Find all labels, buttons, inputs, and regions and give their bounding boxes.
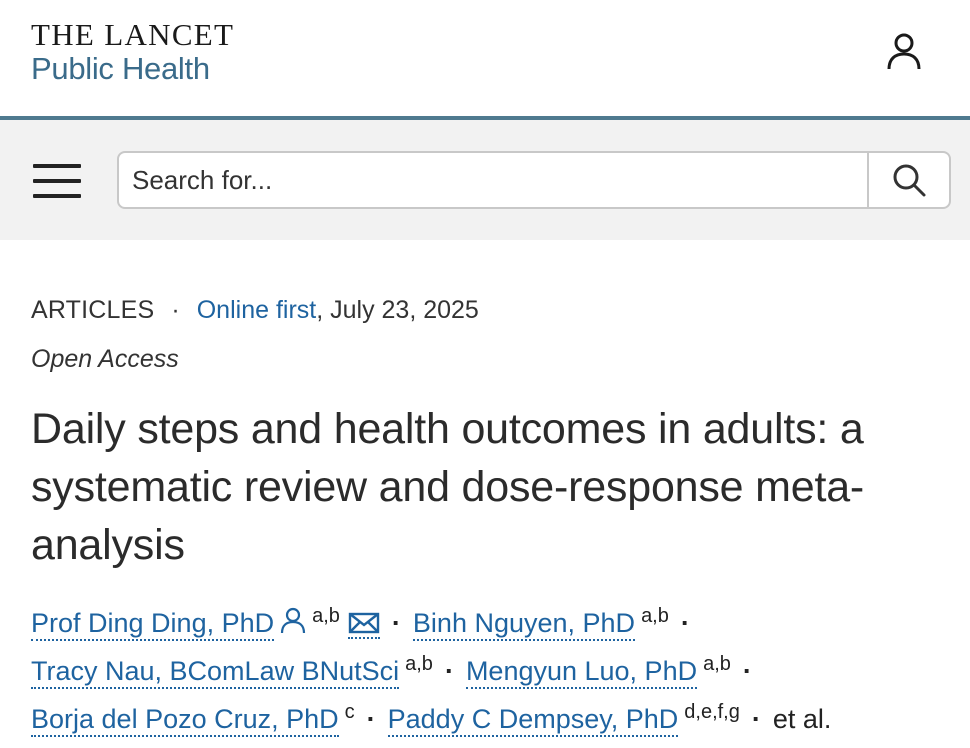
account-button[interactable] bbox=[880, 28, 928, 76]
author-link[interactable]: Binh Nguyen, PhD bbox=[413, 608, 635, 641]
search-box bbox=[117, 151, 951, 209]
author-affiliation: a,b bbox=[405, 653, 433, 675]
logo-line-1: THE LANCET bbox=[31, 17, 235, 52]
meta-separator: · bbox=[171, 296, 180, 324]
author-separator: · bbox=[444, 656, 454, 686]
search-input[interactable] bbox=[119, 153, 869, 207]
author-separator: · bbox=[680, 608, 690, 638]
article-title: Daily steps and health outcomes in adults: a systematic review and dose-response meta-analysis bbox=[31, 405, 865, 569]
envelope-icon bbox=[348, 612, 380, 634]
author-affiliation: a,b bbox=[312, 605, 340, 627]
author-affiliation: a,b bbox=[641, 605, 669, 627]
article-type: ARTICLES bbox=[31, 296, 155, 324]
author-list bbox=[31, 592, 951, 736]
user-icon bbox=[886, 32, 922, 72]
author-separator: · bbox=[742, 656, 752, 686]
author-link[interactable]: Mengyun Luo, PhD bbox=[466, 656, 697, 689]
online-first-link[interactable]: Online first bbox=[196, 296, 317, 324]
email-author-link[interactable] bbox=[348, 612, 380, 639]
publication-date: , July 23, 2025 bbox=[316, 296, 479, 324]
site-header bbox=[0, 0, 970, 116]
author-separator: · bbox=[366, 704, 376, 734]
et-al-label[interactable]: et al. bbox=[772, 704, 832, 734]
hamburger-menu-icon bbox=[33, 164, 81, 168]
search-button[interactable] bbox=[869, 153, 949, 207]
journal-logo[interactable] bbox=[31, 18, 234, 86]
open-access-label: Open Access bbox=[31, 345, 179, 373]
hamburger-menu-button[interactable] bbox=[28, 160, 84, 202]
search-toolbar bbox=[0, 120, 970, 240]
article-meta bbox=[31, 296, 479, 325]
author-affiliation: c bbox=[344, 701, 355, 723]
author-affiliation: a,b bbox=[703, 653, 731, 675]
author-link[interactable]: Borja del Pozo Cruz, PhD bbox=[31, 704, 339, 737]
logo-line-2: Public Health bbox=[31, 51, 210, 86]
author-link[interactable]: Prof Ding Ding, PhD bbox=[31, 608, 274, 641]
search-icon bbox=[891, 162, 927, 198]
author-link[interactable]: Tracy Nau, BComLaw BNutSci bbox=[31, 656, 399, 689]
author-separator: · bbox=[751, 704, 761, 734]
corresponding-author-icon[interactable] bbox=[280, 607, 306, 635]
author-separator: · bbox=[391, 608, 401, 638]
author-affiliation: d,e,f,g bbox=[684, 701, 740, 723]
author-link[interactable]: Paddy C Dempsey, PhD bbox=[388, 704, 679, 737]
